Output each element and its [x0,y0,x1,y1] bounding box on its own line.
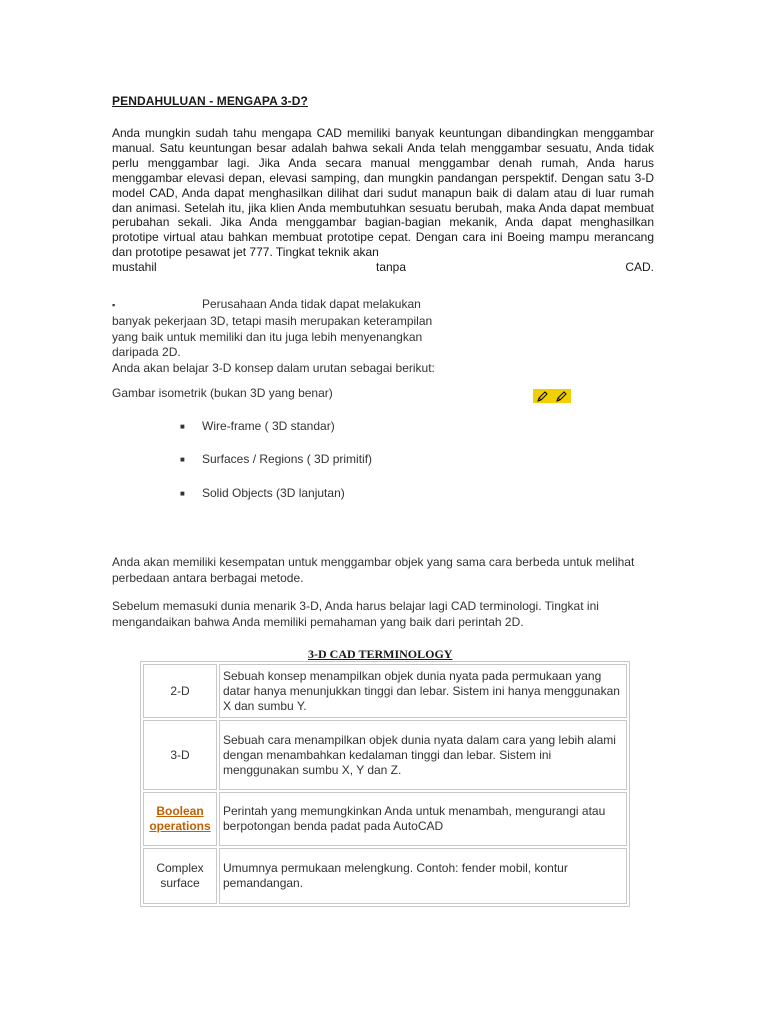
definition-cell: Perintah yang memungkinkan Anda untuk menambah, mengurangi atau berpotongan benda padat pada AutoCAD [219,792,627,846]
bullet-first-text: Perusahaan Anda tidak dapat melakukan [202,297,421,311]
intro-tail-3: CAD. [625,260,654,275]
pencil-icon[interactable] [537,391,549,402]
paragraph-methods: Anda akan memiliki kesempatan untuk menggambar objek yang sama cara berbeda untuk melihat perbedaan antara berbagai metode. [112,555,635,585]
definition-cell: Sebuah konsep menampilkan objek dunia nyata pada permukaan yang datar hanya menunjukkan tinggi dan lebar. Sistem ini hanya menggunakan X dan sumbu Y. [219,664,627,718]
boolean-operations-link[interactable]: Boolean operations [143,792,217,846]
term-cell: 3-D [143,720,217,790]
bullet-first-line [112,297,442,314]
list-item: ■ Solid Objects (3D lanjutan) [180,486,345,500]
definition-cell: Umumnya permukaan melengkung. Contoh: fender mobil, kontur pemandangan. [219,848,627,904]
definition-cell: Sebuah cara menampilkan objek dunia nyata dalam cara yang lebih alami dengan menambahkan kedalaman tinggi dan lebar. Sistem ini menggunakan sumbu X, Y dan Z. [219,720,627,790]
square-bullet-icon: ■ [180,455,185,464]
table-row [143,720,627,790]
square-bullet-icon: ▪ [112,300,116,310]
pencil-icon[interactable] [556,391,568,402]
paragraph-terminology: Sebelum memasuki dunia menarik 3-D, Anda harus belajar lagi CAD terminologi. Tingkat ini mengandaikan bahwa Anda memiliki pemahaman yang baik dari perintah 2D. [112,599,599,629]
square-bullet-icon: ■ [180,422,185,431]
table-row [143,848,627,904]
bullet-intro [112,297,442,377]
intro-tail-1: mustahil [112,260,157,275]
bullet-rest-text: banyak pekerjaan 3D, tetapi masih merupakan keterampilan yang baik untuk memiliki dan itu juga lebih menyenangkan daripada 2D. [112,313,433,360]
table-row [143,792,627,846]
intro-tail-2: tanpa [375,260,407,275]
list-item: ■ Surfaces / Regions ( 3D primitif) [180,452,373,466]
term-cell: Complex surface [143,848,217,904]
list-item: ■ Wire-frame ( 3D standar) [180,419,335,433]
page-title: PENDAHULUAN - MENGAPA 3-D? [112,94,308,108]
intro-paragraph [112,126,654,275]
intro-last-line [112,260,654,275]
terminology-table [140,661,630,907]
table-row [143,664,627,718]
bullet-line2-text: Anda akan belajar 3-D konsep dalam urutan sebagai berikut: [112,361,435,376]
icon-pair[interactable] [533,389,571,403]
isometric-line: Gambar isometrik (bukan 3D yang benar) [112,386,333,400]
term-cell: 2-D [143,664,217,718]
table-title: 3-D CAD TERMINOLOGY [308,647,453,661]
square-bullet-icon: ■ [180,489,185,498]
intro-body: Anda mungkin sudah tahu mengapa CAD memiliki banyak keuntungan dibandingkan menggambar manual. Satu keuntungan besar adalah bahwa sekali Anda telah menggambar sesuatu, Anda tidak perlu menggambar lagi. Jika Anda secara manual menggambar denah rumah, Anda harus menggambar elevasi depan, elevasi samping, dan mungkin pandangan perspektif. Dengan satu 3-D model CAD, Anda dapat menghasilkan dilihat dari sudut manapun baik di dalam atau di luar rumah dan animasi. Setelah itu, jika klien Anda membutuhkan sesuatu berubah, maka Anda dapat membuat perubahan sekali. Jika Anda menggambar bagian-bagian mekanik, Anda dapat menghasilkan prototipe virtual atau bahkan membuat prototipe cepat. Dengan cara ini Boeing mampu merancang dan prototipe pesawat jet 777. Tingkat teknik akan [112,126,654,260]
